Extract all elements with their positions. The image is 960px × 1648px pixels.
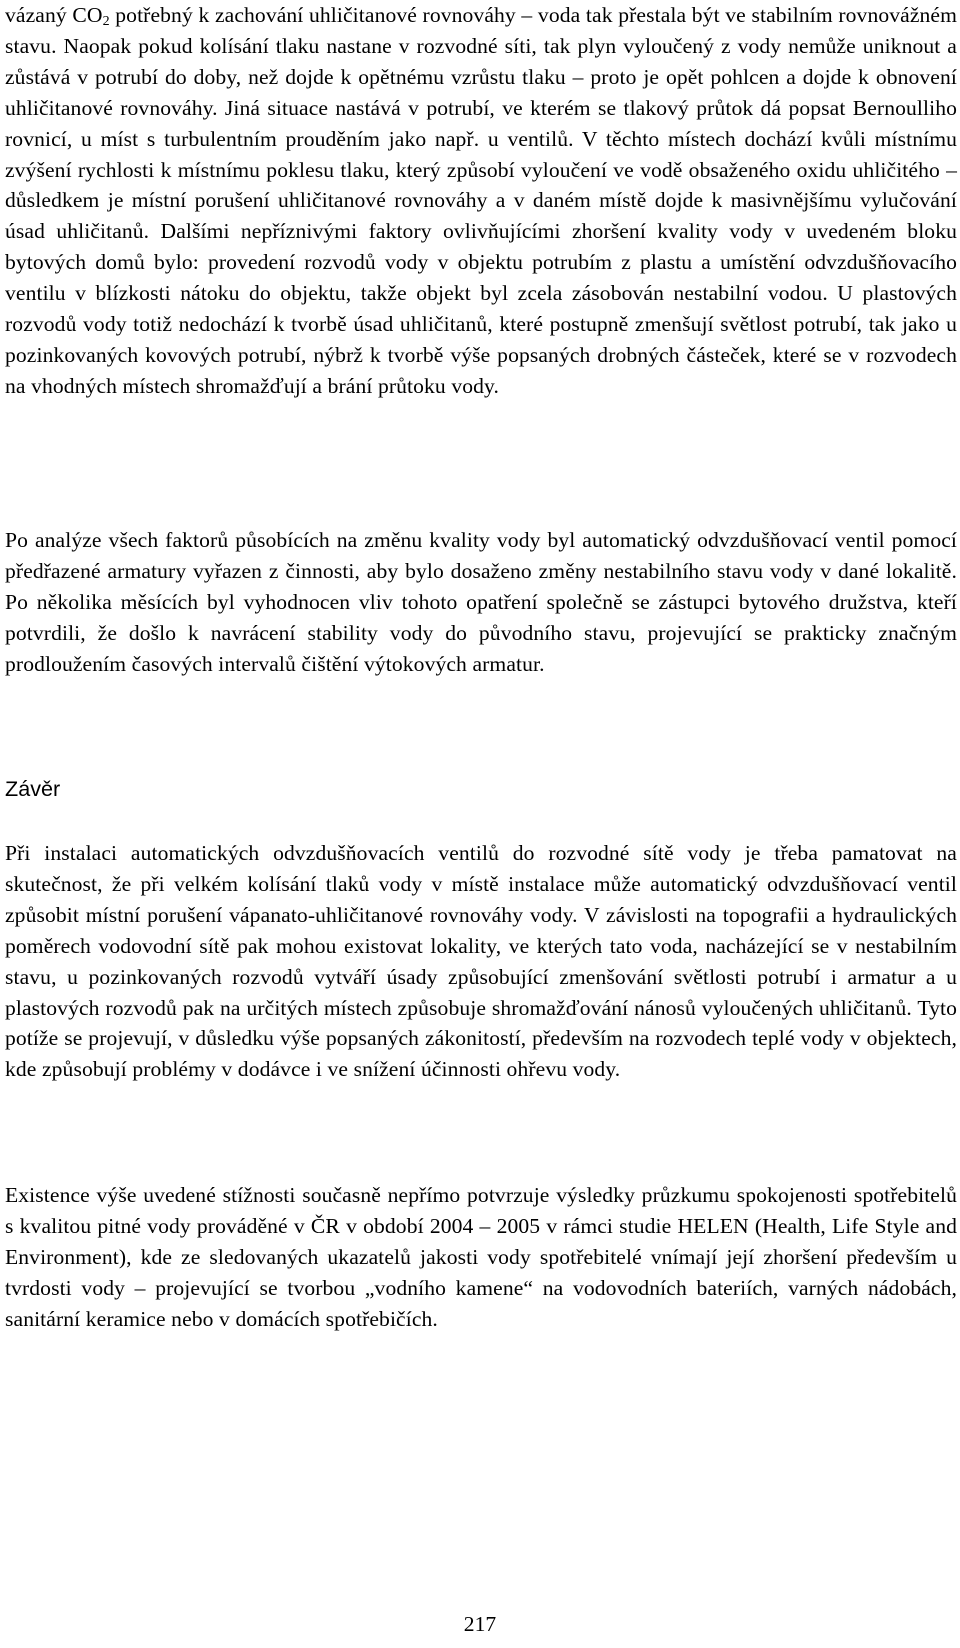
body-paragraph-4: Existence výše uvedené stížnosti současně nepřímo potvrzuje výsledky průzkumu spokojenosti spotřebitelů s kvalitou pitné vody prováděné v ČR v období 2004 – 2005 v rámci studie HELEN (Health, Life Style and Environment), kde ze sledovaných ukazatelů jakosti vody spotřebitelé vnímají její zhoršení především u tvrdosti vody – projevující se tvorbou „vodního kamene“ na vodovodních bateriích, varných nádobách, sanitární keramice nebo v domácích spotřebičích. bbox=[5, 1183, 957, 1331]
paragraph-1-start: vázaný CO bbox=[5, 3, 103, 27]
paragraph-1-rest: potřebný k zachování uhličitanové rovnováhy – voda tak přestala být ve stabilním rovnovážném stavu. Naopak pokud kolísání tlaku nastane v rozvodné síti, tak plyn vyloučený z vody nemůže uniknout a zůstává v potrubí do doby, než dojde k opětnému vzrůstu tlaku – proto je opět pohlcen a dojde k obnovení uhličitanové rovnováhy. Jiná situace nastává v potrubí, ve kterém se tlakový průtok dá popsat Bernoulliho rovnicí, u míst s turbulentním prouděním jako např. u ventilů. V těchto místech dochází kvůli místnímu zvýšení rychlosti k místnímu poklesu tlaku, který způsobí vyloučení ve vodě obsaženého oxidu uhličitého – důsledkem je místní porušení uhličitanové rovnováhy a v daném místě dojde k masivnějšímu vylučování úsad uhličitanů. Dalšími nepříznivými faktory ovlivňujícími zhoršení kvality vody v uvedeném bloku bytových domů bylo: provedení rozvodů vody v objektu potrubím z plastu a umístění odvzdušňovacího ventilu v blízkosti nátoku do objektu, takže objekt byl zcela zásobován nestabilní vodou. U plastových rozvodů vody totiž nedochází k tvorbě úsad uhličitanů, které postupně zmenšují světlost potrubí, tak jako u pozinkovaných kovových potrubí, nýbrž k tvorbě výše popsaných drobných částeček, které se v rozvodech na vhodných místech shromažďují a brání průtoku vody. bbox=[5, 3, 957, 398]
body-paragraph-1 bbox=[5, 0, 957, 402]
body-paragraph-3: Při instalaci automatických odvzdušňovacích ventilů do rozvodné sítě vody je třeba pamatovat na skutečnost, že při velkém kolísání tlaků vody v místě instalace může automatický odvzdušňovací ventil způsobit místní porušení vápanato-uhličitanové rovnováhy vody. V závislosti na topografii a hydraulických poměrech vodovodní sítě pak mohou existovat lokality, ve kterých tato voda, nacházející se v nestabilním stavu, u pozinkovaných rozvodů vytváří úsady způsobující zmenšování světlosti potrubí i armatur a u plastových rozvodů pak na určitých místech způsobuje shromažďování nánosů vyloučených uhličitanů. Tyto potíže se projevují, v důsledku výše popsaných zákonitostí, především na rozvodech teplé vody v objektech, kde způsobují problémy v dodávce i ve snížení účinnosti ohřevu vody. bbox=[5, 841, 957, 1082]
co2-subscript: 2 bbox=[102, 14, 110, 29]
body-paragraph-2: Po analýze všech faktorů působících na změnu kvality vody byl automatický odvzdušňovací ventil pomocí předřazené armatury vyřazen z činnosti, aby bylo dosaženo změny nestabilního stavu vody v dané lokalitě. Po několika měsících byl vyhodnocen vliv tohoto opatření společně se zástupci bytového družstva, kteří potvrdili, že došlo k navrácení stability vody do původního stavu, projevující se prakticky značným prodloužením časových intervalů čištění výtokových armatur. bbox=[5, 528, 957, 676]
section-heading-conclusion: Závěr bbox=[5, 776, 61, 801]
page-number: 217 bbox=[463, 1612, 497, 1636]
